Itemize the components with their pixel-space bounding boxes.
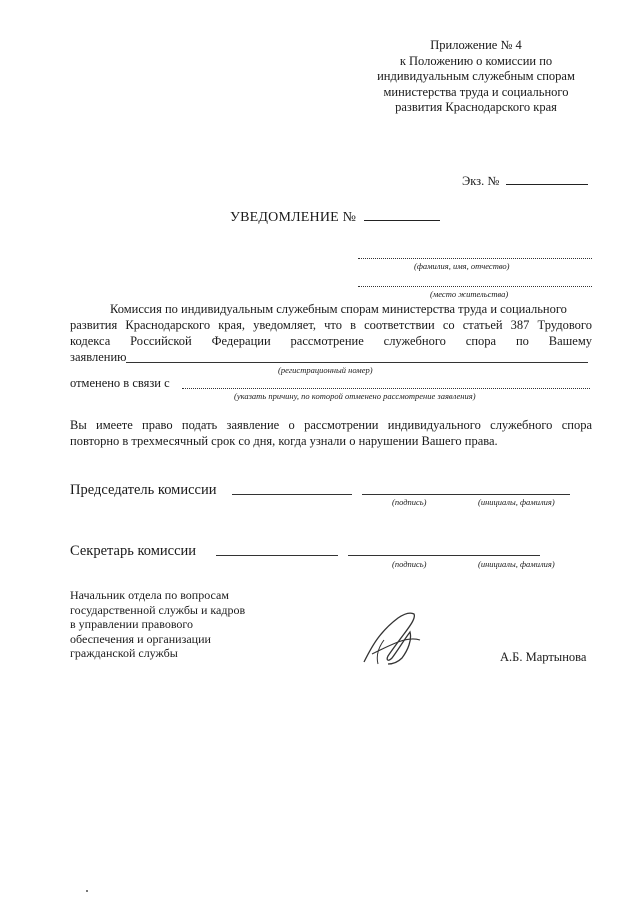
notice-title	[230, 210, 440, 226]
header-line: к Положению о комиссии по	[399, 53, 553, 68]
reg-number-caption: (регистрационный номер)	[278, 365, 373, 375]
copy-label: Экз. №	[462, 174, 500, 188]
body-line-1: Комиссия по индивидуальным служебным спорам министерства труда и социального	[110, 302, 567, 316]
header-line: Приложение № 4	[430, 38, 522, 52]
secretary-signature-line	[216, 555, 338, 556]
residence-line	[358, 286, 592, 287]
body-line-3: кодекса Российской Федерации рассмотрение служебного спора по Вашему	[70, 334, 592, 348]
header-line: развития Краснодарского края	[395, 100, 557, 114]
appendix-header	[300, 38, 640, 116]
header-line: индивидуальным служебным спорам	[377, 69, 575, 83]
secretary-signature-caption: (подпись)	[392, 559, 427, 569]
body-line-2: развития Краснодарского края, уведомляет, что в соответствии со статьей 387 Трудового	[70, 318, 592, 332]
title-number-line	[364, 220, 440, 221]
body-line-4: заявлению	[70, 350, 127, 364]
copy-number-line	[506, 184, 588, 185]
footer-position	[70, 588, 245, 661]
title-text: УВЕДОМЛЕНИЕ №	[230, 210, 357, 225]
fio-line	[358, 258, 592, 259]
reason-line	[182, 388, 590, 389]
chairman-initials-caption: (инициалы, фамилия)	[478, 497, 555, 507]
chairman-label: Председатель комиссии	[70, 482, 217, 498]
scan-dot	[86, 890, 88, 892]
cancel-label: отменено в связи с	[70, 376, 170, 390]
footer-line: Начальник отдела по вопросам	[70, 588, 229, 602]
footer-line: гражданской службы	[70, 646, 178, 660]
residence-caption: (место жительства)	[430, 289, 509, 299]
secretary-label: Секретарь комиссии	[70, 543, 197, 559]
chairman-signature-line	[232, 494, 352, 495]
header-line: министерства труда и социального	[383, 84, 569, 99]
footer-line: государственной службы и кадров	[70, 602, 246, 617]
handwritten-signature	[358, 604, 428, 670]
fio-caption: (фамилия, имя, отчество)	[414, 261, 510, 271]
rights-line-2: повторно в трехмесячный срок со дня, когда узнали о нарушении Вашего права.	[70, 434, 498, 448]
reg-number-line	[126, 362, 588, 363]
chairman-signature-caption: (подпись)	[392, 497, 427, 507]
reason-caption: (указать причину, по которой отменено рассмотрение заявления)	[234, 391, 476, 401]
footer-line: обеспечения и организации	[70, 631, 211, 646]
copy-number	[462, 174, 588, 189]
footer-line: в управлении правового	[70, 617, 194, 631]
signer-name: А.Б. Мартынова	[500, 650, 587, 664]
chairman-name-line	[362, 494, 570, 495]
secretary-name-line	[348, 555, 540, 556]
secretary-initials-caption: (инициалы, фамилия)	[478, 559, 555, 569]
rights-line-1: Вы имеете право подать заявление о рассмотрении индивидуального служебного спора	[70, 418, 592, 432]
